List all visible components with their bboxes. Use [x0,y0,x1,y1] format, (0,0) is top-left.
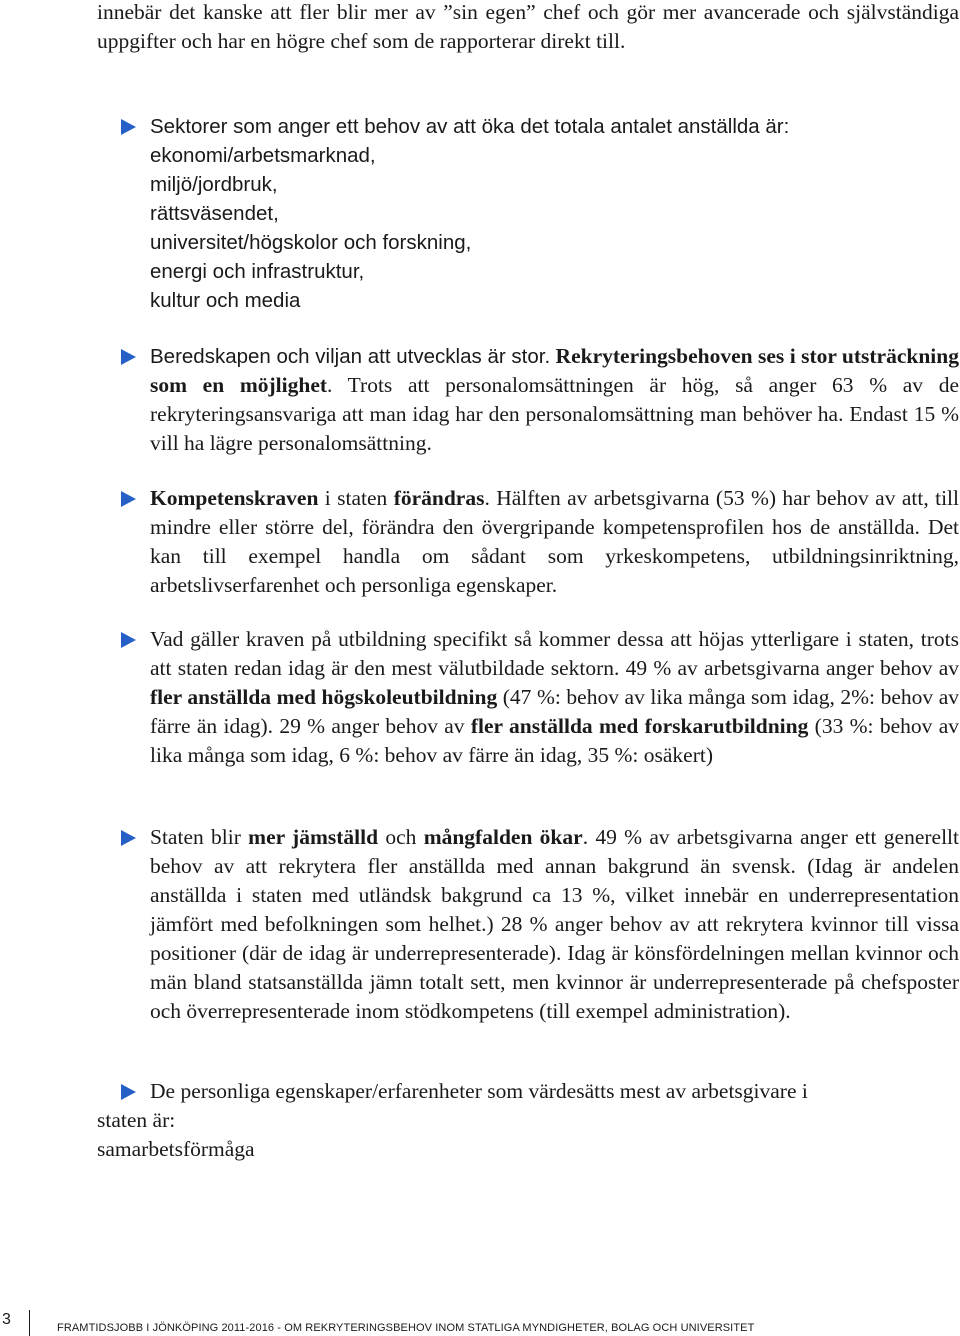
bullet-body [97,1077,959,1164]
bullet-sectors [97,112,959,315]
bullet-line: Sektorer som anger ett behov av att öka det totala antalet anställda är: [150,115,790,138]
bold-text-run: mångfalden ökar [423,825,583,849]
text-run: Vad gäller kraven på utbildning specifikt så kommer dessa att höjas ytterligare i staten, trots att staten redan idag är den mest välutbildade sektorn. 49 % av arbetsgivarna anger behov av [150,627,959,680]
bullet-line: staten är: [97,1108,176,1132]
text-run: Staten blir [150,825,249,849]
bullet-equality [97,823,959,1026]
bold-text-run: mer jämställd [248,825,379,849]
text-run: . Hälften av arbetsgivarna (53 %) har behov av att, till mindre eller större del, förändra den övergripande kompetensprofilen hos de anställda. Det kan till exempel handla om sådant som yrkeskompetens, utbildningsinriktning, arbetslivserfarenhet och personliga egenskaper. [150,486,959,597]
bold-text-run: fler anställda med forskarutbildning [470,714,809,738]
bullet-line: energi och infrastruktur, [150,260,365,283]
text-run: (47 %: behov av lika många som idag, 2%: behov av färre än idag). 29 % anger behov av [150,685,959,738]
bullet-body [150,625,959,770]
text-run: och [378,825,424,849]
bullet-competence [97,484,959,600]
bullet-line: rättsväsendet, [150,202,279,225]
text-run: Beredskapen och viljan att utvecklas är stor. [150,345,551,368]
triangle-right-icon [121,632,136,648]
footer-title: FRAMTIDSJOBB I JÖNKÖPING 2011-2016 - OM REKRYTERINGSBEHOV INOM STATLIGA MYNDIGHETER, BOLAG OCH UNIVERSITET [57,1322,755,1334]
page-footer [0,1310,960,1336]
bullet-line: De personliga egenskaper/erfarenheter som värdesätts mest av arbetsgivare i [150,1079,808,1103]
bullet-body [150,342,959,458]
bold-text-run: fler anställda med högskoleutbildning [150,685,498,709]
triangle-right-icon [121,1084,136,1100]
bold-text-run: Kompetenskraven [150,486,319,510]
bullet-line: ekonomi/arbetsmarknad, [150,144,376,167]
triangle-right-icon [121,491,136,507]
page-number: 3 [2,1311,11,1328]
bullet-body [150,112,959,315]
bullet-line: miljö/jordbruk, [150,173,278,196]
intro-paragraph: innebär det kanske att fler blir mer av ”sin egen” chef och gör mer avancerade och självständiga uppgifter och har en högre chef som de rapporterar direkt till. [97,0,959,53]
triangle-right-icon [121,119,136,135]
bold-text-run: Rekryteringsbehoven ses i stor utsträckning som en möjlighet [150,344,959,397]
bullet-readiness [97,342,959,458]
text-run: . 49 % av arbetsgivarna anger ett generellt behov av att rekrytera fler anställda med annan bakgrund än svensk. (Idag är andelen anställda i staten med utländsk bakgrund ca 13 %, vilket innebär en underrepresentation jämfört med befolkningen som helhet.) 28 % anger behov av att rekrytera kvinnor till vissa positioner (där de idag är underrepresenterade). Idag är könsfördelningen mellan kvinnor och män bland statsanställda jämn totalt sett, men kvinnor är underrepresenterade på chefsposter och överrepresenterade inom stödkompetens (till exempel administration). [150,825,959,1023]
triangle-right-icon [121,349,136,365]
triangle-right-icon [121,830,136,846]
bullet-line: kultur och media [150,289,301,312]
bold-text-run: förändras [393,486,485,510]
bullet-body [150,823,959,1026]
bullet-qualities [97,1077,959,1164]
bullet-body [150,484,959,600]
bullet-line: universitet/högskolor och forskning, [150,231,472,254]
text-run: . Trots att personalomsättningen är hög, så anger 63 % av de rekryteringsansvariga att man idag har den personalomsättning man behöver ha. Endast 15 % vill ha lägre personalomsättning. [150,373,959,455]
text-run: i staten [318,486,394,510]
bullet-line: samarbetsförmåga [97,1137,255,1161]
footer-divider [29,1310,30,1336]
text-run: (33 %: behov av lika många som idag, 6 %: behov av färre än idag, 35 %: osäkert) [150,714,959,767]
bullet-education [97,625,959,770]
